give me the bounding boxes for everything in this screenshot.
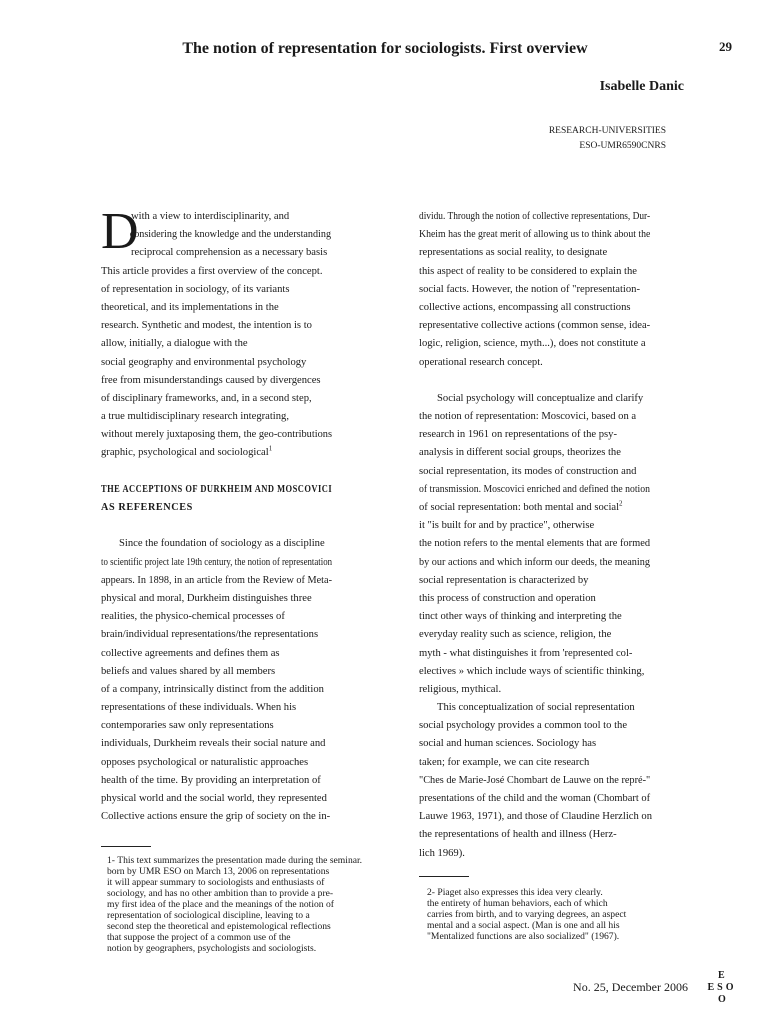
line-text: collective actions, encompassing all constructions	[419, 301, 631, 313]
text-line	[419, 481, 650, 499]
line-text: research. Synthetic and modest, the intention is to	[101, 320, 312, 332]
spacer	[101, 517, 332, 535]
footnote-line: the entirety of human behaviors, each of which	[427, 898, 608, 909]
text-line	[101, 426, 333, 444]
line-text: tinct other ways of thinking and interpreting the	[419, 611, 622, 623]
line-text: the notion refers to the mental elements that are formed	[419, 538, 651, 550]
text-line	[101, 354, 332, 372]
text-line	[419, 590, 650, 608]
text-line	[419, 444, 650, 462]
text-line	[101, 645, 332, 663]
text-line	[419, 299, 650, 317]
text-line	[419, 845, 650, 863]
text-line	[419, 663, 650, 681]
line-text: everyday reality such as science, religion, the	[419, 629, 612, 641]
line-text: theoretical, and its implementations in the	[101, 301, 279, 313]
text-line	[101, 790, 332, 808]
line-text: of disciplinary frameworks, and, in a second step,	[101, 392, 312, 404]
text-line	[419, 517, 650, 535]
line-text: electives » which include ways of scientific thinking,	[419, 665, 645, 677]
line-text: considering the knowledge and the understanding	[129, 229, 332, 241]
text-line	[101, 754, 332, 772]
line-text: without merely juxtaposing them, the geo-contributions	[101, 429, 333, 441]
spacer	[419, 372, 650, 390]
line-text: logic, religion, science, myth...), does not constitute a	[419, 338, 646, 350]
line-text: appears. In 1898, in an article from the Review of Meta-	[101, 574, 332, 586]
line-text: lich 1969).	[419, 847, 465, 859]
author-name: Isabelle Danic	[599, 79, 684, 94]
line-text: social and human sciences. Sociology has	[419, 738, 597, 750]
footnote-line: sociology, and has no other ambition than to provide a pre-	[107, 888, 334, 899]
line-text: brain/individual representations/the representations	[101, 629, 319, 641]
line-text: individuals, Durkheim reveals their social nature and	[101, 738, 326, 750]
line-text: AS REFERENCES	[101, 502, 193, 513]
line-text: graphic, psychological and sociological	[101, 447, 269, 459]
line-text: social psychology provides a common tool to the	[419, 720, 628, 732]
footnote-2	[427, 887, 626, 942]
text-line	[419, 263, 650, 281]
logo-letter: O	[718, 994, 726, 1005]
line-text: research in 1961 on representations of the psy-	[419, 429, 617, 441]
footnote-1	[107, 855, 362, 954]
line-text: physical world and the social world, they represented	[101, 793, 327, 804]
line-text: social representation is characterized by	[419, 574, 589, 586]
text-line	[101, 226, 332, 244]
line-text: social representation, its modes of construction and	[419, 465, 637, 477]
text-line	[101, 663, 332, 681]
text-line	[419, 554, 651, 572]
article-title: The notion of representation for sociologists. First overview	[182, 40, 588, 57]
footnote-line: it will appear summary to sociologists and enthusiasts of	[107, 877, 325, 888]
line-text: by our actions and which inform our deeds, the meaning	[419, 556, 651, 568]
line-text: Lauwe 1963, 1971), and those of Claudine Herzlich on	[419, 811, 653, 823]
text-line	[419, 645, 650, 663]
text-line	[101, 299, 332, 317]
section-heading	[101, 481, 333, 499]
line-text: the notion of representation: Moscovici, based on a	[419, 411, 637, 423]
line-text: analysis in different social groups, theorizes the	[419, 447, 621, 459]
footnote-line: "Mentalized functions are also socialized" (1967).	[427, 931, 620, 942]
text-line	[419, 426, 650, 444]
text-line	[419, 535, 651, 553]
text-line	[419, 608, 650, 626]
text-line	[419, 735, 650, 753]
text-line	[101, 535, 332, 553]
text-line	[101, 372, 332, 390]
footnote-rule	[101, 846, 151, 847]
drop-cap: D	[101, 203, 139, 260]
footnote-line: my first idea of the place and the meanings of the notion of	[107, 899, 334, 910]
line-text: health of the time. By providing an interpretation of	[101, 774, 321, 786]
footnote-rule	[419, 876, 469, 877]
text-line	[101, 335, 332, 353]
footnote-line: 1- This text summarizes the presentation made during the seminar.	[107, 855, 363, 866]
line-text: of social representation: both mental and social	[419, 502, 620, 513]
footnote-line: second step the theoretical and epistemological reflections	[107, 921, 331, 932]
eso-logo	[702, 969, 742, 1007]
right-column	[419, 208, 653, 863]
line-text: this aspect of reality to be considered to explain the	[419, 265, 637, 277]
text-line	[101, 699, 332, 717]
line-text: opposes psychological or naturalistic approaches	[101, 756, 309, 768]
line-text: THE ACCEPTIONS OF DURKHEIM AND MOSCOVICI	[101, 483, 333, 495]
text-line	[419, 681, 650, 699]
line-text: of transmission. Moscovici enriched and defined the notion	[419, 483, 650, 495]
footnote-line: notion by geographers, psychologists and sociologists.	[107, 943, 317, 954]
text-line	[101, 317, 332, 335]
text-line	[419, 354, 650, 372]
line-text: "Ches de Marie-José Chombart de Lauwe on the repré-"	[419, 774, 651, 786]
footnote-line: that suppose the project of a common use of the	[107, 932, 291, 943]
text-line	[419, 244, 650, 262]
line-text: allow, initially, a dialogue with the	[101, 338, 248, 350]
text-line	[101, 444, 332, 462]
page-number: 29	[719, 39, 732, 54]
text-line	[419, 226, 651, 244]
line-text: to scientific project late 19th century, the notion of representation	[101, 556, 333, 568]
footnote-line: carries from birth, and to varying degrees, an aspect	[427, 909, 627, 920]
text-line	[419, 499, 650, 517]
text-line	[419, 699, 650, 717]
footnote-ref: 1	[268, 444, 273, 453]
line-text: religious, mythical.	[419, 683, 502, 695]
text-line	[101, 808, 332, 826]
line-text: Social psychology will conceptualize and clarify	[437, 392, 644, 404]
text-line	[419, 390, 650, 408]
text-line	[101, 263, 332, 281]
line-text: the representations of health and illness (Herz-	[419, 829, 617, 841]
text-line	[101, 735, 332, 753]
logo-letter: E	[718, 970, 725, 981]
line-text: dividu. Through the notion of collective representations, Dur-	[419, 211, 651, 222]
line-text: of representation in sociology, of its variants	[101, 283, 290, 295]
text-line	[101, 626, 332, 644]
line-text: This article provides a first overview of the concept.	[101, 265, 323, 277]
text-line	[419, 408, 650, 426]
footnote-line: born by UMR ESO on March 13, 2006 on representations	[107, 866, 330, 877]
text-line	[101, 554, 333, 572]
line-text: this process of construction and operation	[419, 592, 596, 604]
footnote-ref: 2	[619, 499, 623, 508]
line-text: of a company, intrinsically distinct from the addition	[101, 683, 324, 695]
footnote-line: representation of sociological discipline, leaving to a	[107, 910, 310, 921]
text-line	[101, 590, 332, 608]
line-text: beliefs and values shared by all members	[101, 665, 276, 677]
text-line	[419, 772, 651, 790]
line-text: social geography and environmental psychology	[101, 356, 307, 368]
text-line	[419, 790, 651, 808]
section-heading	[101, 499, 332, 517]
text-line	[419, 754, 650, 772]
line-text: Since the foundation of sociology as a discipline	[119, 538, 325, 550]
line-text: representative collective actions (common sense, idea-	[419, 320, 651, 332]
line-text: reciprocal comprehension as a necessary basis	[131, 247, 328, 259]
line-text: physical and moral, Durkheim distinguishes three	[101, 592, 312, 604]
affiliation-line: ESO-UMR6590CNRS	[579, 141, 666, 151]
line-text: Kheim has the great merit of allowing us to think about the	[419, 229, 651, 241]
line-text: representations of these individuals. When his	[101, 702, 297, 714]
author-affiliation	[549, 124, 666, 154]
text-line	[419, 626, 650, 644]
line-text: a true multidisciplinary research integrating,	[101, 411, 289, 423]
line-text: realities, the physico-chemical processes of	[101, 611, 285, 623]
text-line	[419, 463, 650, 481]
logo-letters: ESO	[707, 982, 737, 993]
text-line	[101, 408, 332, 426]
text-line	[101, 717, 332, 735]
text-line	[419, 208, 651, 226]
text-line	[101, 681, 332, 699]
line-text: operational research concept.	[419, 356, 543, 368]
text-line	[101, 281, 332, 299]
issue-info: No. 25, December 2006	[573, 980, 688, 994]
text-line	[101, 390, 332, 408]
line-text: collective agreements and defines them as	[101, 647, 280, 659]
line-text: representations as social reality, to designate	[419, 247, 608, 259]
text-line	[419, 335, 650, 353]
text-line	[419, 808, 653, 826]
text-line	[419, 281, 650, 299]
text-line	[419, 572, 650, 590]
left-column	[101, 203, 333, 826]
line-text: Collective actions ensure the grip of society on the in-	[101, 811, 331, 823]
spacer	[101, 463, 332, 481]
line-text: free from misunderstandings caused by divergences	[101, 374, 321, 386]
footnote-line: 2- Piaget also expresses this idea very clearly.	[427, 887, 603, 898]
line-text: social facts. However, the notion of "representation-	[419, 283, 640, 295]
text-line	[101, 608, 332, 626]
text-line	[101, 572, 332, 590]
footnote-line: mental and a social aspect. (Man is one and all his	[427, 920, 620, 931]
text-line	[101, 772, 332, 790]
line-text: This conceptualization of social representation	[437, 702, 635, 714]
line-text: it "is built for and by practice", otherwise	[419, 520, 595, 532]
text-line	[419, 317, 650, 335]
text-line	[419, 826, 650, 844]
line-text: presentations of the child and the woman (Chombart of	[419, 793, 651, 804]
line-text: myth - what distinguishes it from 'represented col-	[419, 647, 633, 659]
line-text: contemporaries saw only representations	[101, 720, 274, 732]
affiliation-line: RESEARCH-UNIVERSITIES	[548, 126, 666, 136]
line-text: taken; for example, we can cite research	[419, 756, 590, 768]
line-text: with a view to interdisciplinarity, and	[131, 211, 290, 222]
text-line	[419, 717, 650, 735]
